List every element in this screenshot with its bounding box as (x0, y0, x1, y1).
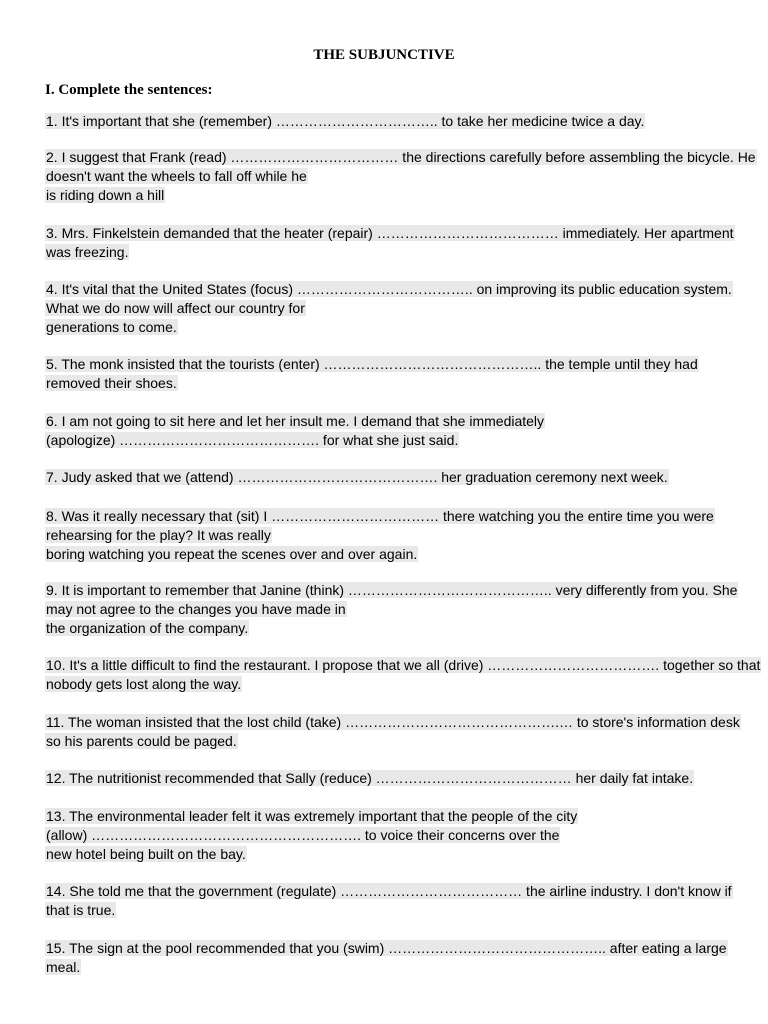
sentence-line: 12. The nutritionist recommended that Sally (reduce) …………………………………… her daily fat intake. (46, 770, 694, 786)
sentence-line: new hotel being built on the bay. (46, 846, 246, 862)
sentence-line: may not agree to the changes you have made in (46, 601, 346, 617)
sentence-item-7 (45, 468, 755, 487)
sentence-line: rehearsing for the play? It was really (46, 527, 271, 543)
sentence-line: generations to come. (46, 319, 177, 335)
sentence-line: is riding down a hill (46, 187, 165, 203)
sentence-line: 8. Was it really necessary that (sit) I ……………………………… there watching you the entire time you were (46, 508, 714, 524)
sentence-line: doesn't want the wheels to fall off while he (46, 168, 307, 184)
sentence-line: 1. It's important that she (remember) …………………………….. to take her medicine twice a day. (46, 113, 645, 129)
sentence-line: 11. The woman insisted that the lost child (take) ……………………………………….… to store's information desk (46, 714, 740, 730)
sentence-line: 2. I suggest that Frank (read) ……………………………… the directions carefully before assembling the bicycle. He (46, 149, 756, 165)
sentence-line: the organization of the company. (46, 620, 249, 636)
sentence-item-1 (45, 112, 755, 131)
sentence-line: 9. It is important to remember that Janine (think) …………………………………….. very differently from you. She (46, 582, 738, 598)
sentence-line: 7. Judy asked that we (attend) ……………………………………. her graduation ceremony next week. (46, 469, 668, 485)
sentence-item-12 (45, 769, 755, 788)
sentence-item-11 (45, 713, 755, 751)
sentence-line: 5. The monk insisted that the tourists (enter) ……………………………………….. the temple until they had (46, 356, 698, 372)
sentence-line: (allow) …………………………………………………. to voice their concerns over the (46, 827, 560, 843)
sentence-item-9 (45, 581, 755, 638)
sentence-line: 6. I am not going to sit here and let her insult me. I demand that she immediately (46, 413, 545, 429)
sentence-line: nobody gets lost along the way. (46, 676, 242, 692)
sentence-line: What we do now will affect our country for (46, 300, 305, 316)
sentence-line: that is true. (46, 902, 116, 918)
sentence-item-14 (45, 882, 755, 920)
sentence-item-8 (45, 507, 755, 564)
sentence-line: 13. The environmental leader felt it was extremely important that the people of the city (46, 808, 578, 824)
sentence-line: 15. The sign at the pool recommended that you (swim) ……………………………………….. after eating a large (46, 940, 727, 956)
sentence-line: 14. She told me that the government (regulate) ………………………………… the airline industry. I don't know if (46, 883, 732, 899)
sentence-item-13 (45, 807, 755, 864)
sentence-line: (apologize) ……………………………………. for what she just said. (46, 432, 459, 448)
sentence-item-4 (45, 280, 755, 337)
sentence-line: meal. (46, 959, 81, 975)
sentence-item-15 (45, 939, 755, 977)
sentence-line: 10. It's a little difficult to find the restaurant. I propose that we all (drive) ………………………………. together so that (46, 657, 761, 673)
sentence-line: boring watching you repeat the scenes over and over again. (46, 546, 418, 562)
sentence-line: was freezing. (46, 244, 129, 260)
sentence-line: removed their shoes. (46, 375, 177, 391)
sentence-item-5 (45, 355, 755, 393)
sentence-item-6 (45, 412, 755, 450)
sentence-item-3 (45, 224, 755, 262)
sentence-line: 3. Mrs. Finkelstein demanded that the heater (repair) ………………………………… immediately. Her apartment (46, 225, 734, 241)
page-title: THE SUBJUNCTIVE (313, 47, 455, 63)
section-heading: I. Complete the sentences: (45, 82, 213, 98)
sentence-line: so his parents could be paged. (46, 733, 237, 749)
sentence-item-2 (45, 148, 755, 205)
sentence-item-10 (45, 656, 761, 694)
sentence-line: 4. It's vital that the United States (focus) ……………………………….. on improving its public education system. (46, 281, 732, 297)
